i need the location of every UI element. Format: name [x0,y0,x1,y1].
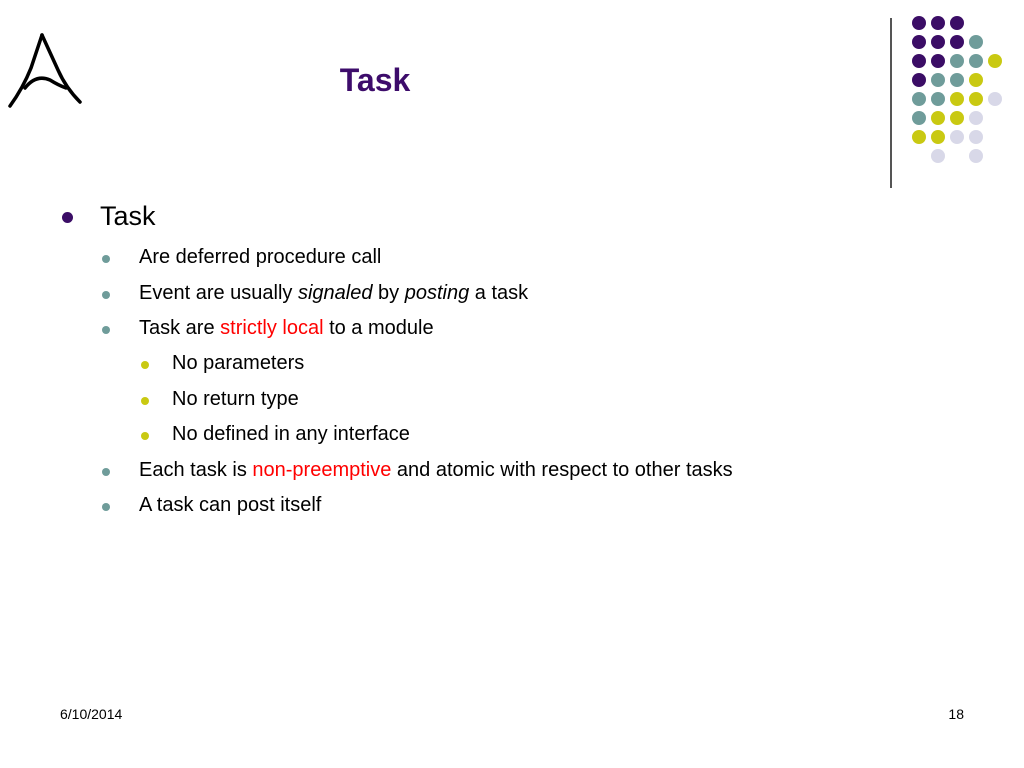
bullet-text: Task [100,201,156,231]
page-number: 18 [948,706,964,722]
bullet-dot-icon [102,326,110,334]
bullet-text: Each task is [139,459,253,481]
bullet-text: and atomic with respect to other tasks [391,459,733,481]
tinyos-logo-icon [6,30,86,112]
bullet-text: No return type [172,388,299,410]
bullet-text: by [372,282,405,304]
highlight-strictly-local: strictly local [220,317,324,339]
bullet-strictly-local [139,317,434,340]
bullet-dot-icon [62,212,73,223]
bullet-text: Are deferred procedure call [139,246,382,268]
bullet-post-itself [139,494,321,517]
divider-line [890,18,892,188]
bullet-dot-icon [141,361,149,369]
bullet-text: to a module [323,317,434,339]
dot-grid-decoration [906,12,1006,172]
bullet-deferred-call [139,246,381,269]
bullet-dot-icon [141,397,149,405]
bullet-non-preemptive [139,459,733,482]
bullet-dot-icon [102,291,110,299]
italic-signaled: signaled [297,282,373,304]
bullet-text: Task are [139,317,221,339]
bullet-task [100,201,156,232]
bullet-text: A task can post itself [139,494,322,516]
bullet-text: Event are usually [139,282,298,304]
bullet-text: No defined in any interface [172,423,410,445]
bullet-text: No parameters [172,352,305,374]
highlight-non-preemptive: non-preemptive [252,459,392,481]
footer-date: 6/10/2014 [60,706,123,722]
slide-title: Task [339,62,411,98]
bullet-no-interface [172,423,410,446]
bullet-dot-icon [141,432,149,440]
bullet-no-parameters [172,352,304,375]
bullet-dot-icon [102,255,110,263]
italic-posting: posting [404,282,470,304]
bullet-dot-icon [102,468,110,476]
bullet-text: a task [469,282,529,304]
bullet-no-return-type [172,388,299,411]
bullet-dot-icon [102,503,110,511]
bullet-event-signaled [139,282,528,305]
